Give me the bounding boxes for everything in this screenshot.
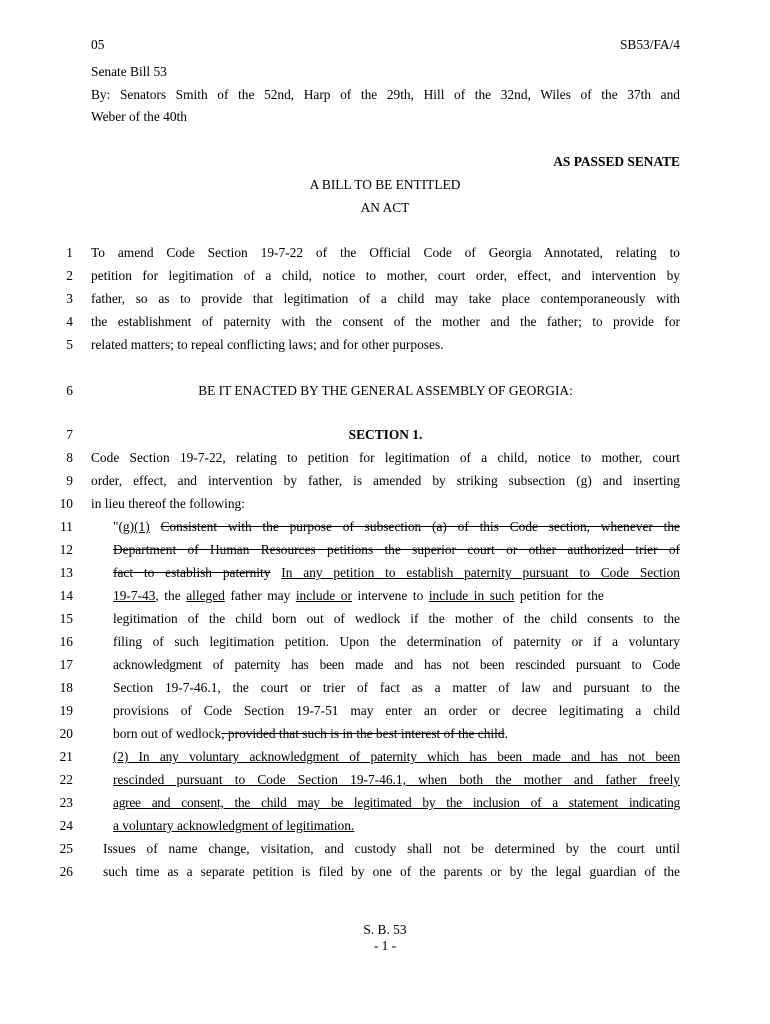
line-number: 6 xyxy=(66,383,73,398)
inserted-text: (2) In any voluntary acknowledgment of paternity which has been made and has not been xyxy=(113,749,680,764)
plain-text: father may xyxy=(224,588,296,603)
plain-text: , the xyxy=(155,588,187,603)
footer-bill-ref: S. B. 53 xyxy=(363,922,407,937)
line-number: 19 xyxy=(59,703,73,718)
deleted-text: fact to establish paternity xyxy=(113,565,271,580)
bill-line xyxy=(0,314,770,336)
inserted-text: alleged xyxy=(186,588,225,603)
bill-line xyxy=(0,611,770,633)
bill-line xyxy=(0,772,770,794)
line-number: 23 xyxy=(59,795,73,810)
line-number: 9 xyxy=(66,473,73,488)
line-text: Section 19-7-46.1, the court or trier of fact as a matter of law and pursuant to the xyxy=(113,680,680,695)
bill-line xyxy=(0,268,770,290)
header-right-code: SB53/FA/4 xyxy=(619,37,680,52)
line-number: 3 xyxy=(66,291,73,306)
bill-line xyxy=(0,795,770,817)
line-number: 20 xyxy=(59,726,73,741)
line-number: 7 xyxy=(66,427,73,442)
bill-line xyxy=(0,841,770,863)
line-text: such time as a separate petition is filed by one of the parents or by the legal guardian of the xyxy=(103,864,680,879)
bill-line xyxy=(0,496,770,518)
bill-line xyxy=(0,245,770,267)
line-number: 22 xyxy=(59,772,73,787)
footer-page-number: - 1 - xyxy=(373,938,397,953)
inserted-text: rescinded pursuant to Code Section 19-7-46.1, when both the mother and father freely xyxy=(113,772,680,787)
deleted-text: , provided that such is in the best interest of the child xyxy=(221,726,505,741)
line-number: 11 xyxy=(60,519,73,534)
line-text: the establishment of paternity with the consent of the mother and the father; to provide for xyxy=(91,314,680,329)
inserted-text: include or xyxy=(295,588,352,603)
line-text: Code Section 19-7-22, relating to petition for legitimation of a child, notice to mother, court xyxy=(91,450,680,465)
bill-line xyxy=(0,818,770,840)
bill-line xyxy=(0,565,770,587)
line-number: 2 xyxy=(66,268,73,283)
header-left-code: 05 xyxy=(91,37,105,52)
inserted-text: 19-7-43 xyxy=(113,588,156,603)
line-number: 13 xyxy=(59,565,73,580)
line-number: 17 xyxy=(59,657,73,672)
line-text: related matters; to repeal conflicting laws; and for other purposes. xyxy=(91,337,444,352)
line-number: 16 xyxy=(59,634,73,649)
line-number: 24 xyxy=(59,818,73,833)
line-number: 18 xyxy=(59,680,73,695)
bill-line xyxy=(0,864,770,886)
line-text: petition for legitimation of a child, notice to mother, court order, effect, and intervention by xyxy=(91,268,680,283)
bill-line xyxy=(0,450,770,472)
bill-title: Senate Bill 53 xyxy=(91,64,167,79)
bill-sponsors-line-1: By: Senators Smith of the 52nd, Harp of the 29th, Hill of the 32nd, Wiles of the 37th and xyxy=(91,87,680,102)
line-number: 12 xyxy=(59,542,73,557)
line-text: in lieu thereof the following: xyxy=(91,496,245,511)
enacting-clause: BE IT ENACTED BY THE GENERAL ASSEMBLY OF GEORGIA: xyxy=(198,383,573,398)
bill-line xyxy=(0,680,770,702)
line-number: 4 xyxy=(66,314,73,329)
line-number: 25 xyxy=(59,841,73,856)
line-number: 26 xyxy=(59,864,73,879)
plain-text: intervene to xyxy=(351,588,429,603)
line-text: legitimation of the child born out of wedlock if the mother of the child consents to the xyxy=(113,611,680,626)
line-text xyxy=(113,588,680,604)
line-text: Issues of name change, visitation, and custody shall not be determined by the court until xyxy=(103,841,680,856)
line-number: 21 xyxy=(59,749,73,764)
bill-line xyxy=(0,427,770,449)
line-number: 8 xyxy=(66,450,73,465)
line-text: To amend Code Section 19-7-22 of the Official Code of Georgia Annotated, relating to xyxy=(91,245,680,260)
bill-line xyxy=(0,337,770,359)
line-text xyxy=(113,519,680,535)
line-text: acknowledgment of paternity has been made and has not been rescinded pursuant to Code xyxy=(113,657,680,672)
bill-line xyxy=(0,473,770,495)
deleted-text: Department of Human Resources petitions the superior court or other authorized trier of xyxy=(113,542,680,557)
bill-heading-1: A BILL TO BE ENTITLED xyxy=(309,177,461,192)
bill-line xyxy=(0,383,770,405)
bill-status: AS PASSED SENATE xyxy=(553,154,680,169)
bill-line xyxy=(0,588,770,610)
plain-text: born out of wedlock xyxy=(113,726,222,741)
line-text: provisions of Code Section 19-7-51 may enter an order or decree legitimating a child xyxy=(113,703,680,718)
inserted-text: In any petition to establish paternity pursuant to Code Section xyxy=(281,565,680,580)
line-text xyxy=(113,726,680,742)
inserted-text: a voluntary acknowledgment of legitimation. xyxy=(113,818,355,833)
deleted-text: Consistent with the purpose of subsection (a) of this Code section, whenever the xyxy=(160,519,680,534)
line-number: 5 xyxy=(66,337,73,352)
line-number: 1 xyxy=(66,245,73,260)
line-text: filing of such legitimation petition. Upon the determination of paternity or if a voluntary xyxy=(113,634,680,649)
plain-text: . xyxy=(504,726,508,741)
bill-sponsors-line-2: Weber of the 40th xyxy=(91,109,187,124)
bill-line xyxy=(0,634,770,656)
line-number: 15 xyxy=(59,611,73,626)
inserted-text: (1) xyxy=(134,519,150,534)
line-text: father, so as to provide that legitimation of a child may take place contemporaneously with xyxy=(91,291,680,306)
plain-text: petition for the xyxy=(514,588,604,603)
line-number: 14 xyxy=(59,588,73,603)
bill-line xyxy=(0,542,770,564)
line-text xyxy=(113,565,680,581)
bill-line xyxy=(0,749,770,771)
bill-line xyxy=(0,291,770,313)
section-heading: SECTION 1. xyxy=(348,427,423,442)
line-number: 10 xyxy=(59,496,73,511)
inserted-text: agree and consent, the child may be legitimated by the inclusion of a statement indicating xyxy=(113,795,680,810)
bill-heading-2: AN ACT xyxy=(360,200,410,215)
bill-line xyxy=(0,726,770,748)
inserted-text: include in such xyxy=(428,588,515,603)
subsection-label: "(g) xyxy=(113,519,135,534)
bill-line xyxy=(0,519,770,541)
bill-line xyxy=(0,703,770,725)
bill-line xyxy=(0,657,770,679)
line-text: order, effect, and intervention by father, is amended by striking subsection (g) and inserting xyxy=(91,473,680,488)
